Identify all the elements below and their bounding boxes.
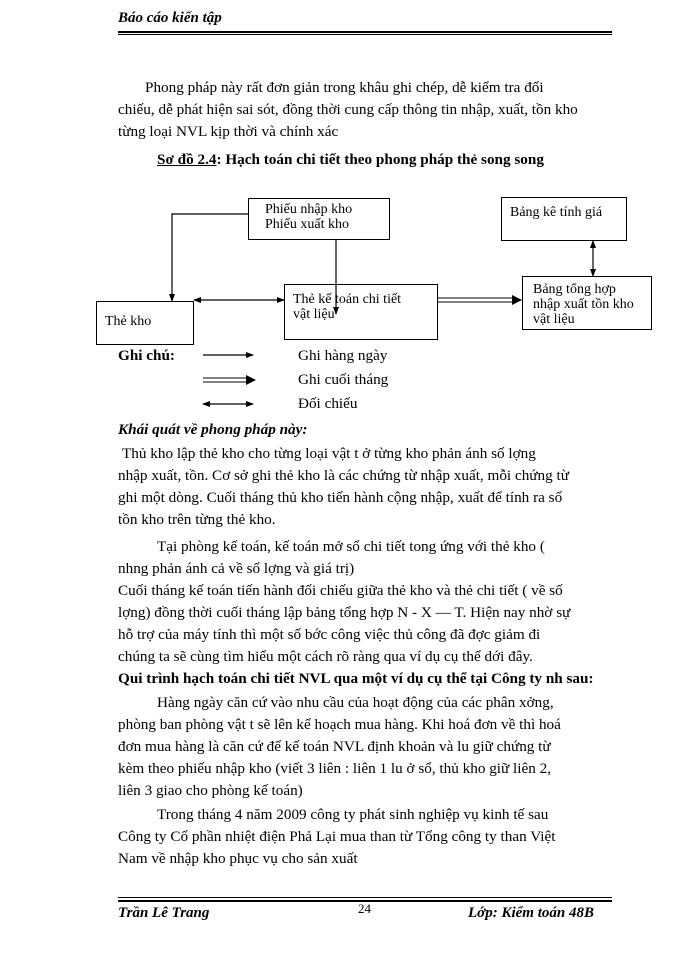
text-line: Cuối tháng kế toán tiến hành đối chiếu giữa thẻ kho và thẻ chi tiết ( về số <box>118 582 563 599</box>
legend-month-end: Ghi cuối tháng <box>298 371 389 388</box>
text-line: Hàng ngày căn cứ vào nhu cầu của hoạt động của các phân xởng, <box>157 694 554 711</box>
overview-heading: Khái quát về phong pháp này: <box>118 421 308 438</box>
legend-arrow-month-end-head <box>246 375 256 385</box>
box-the-ke-toan-chi-tiet <box>284 284 438 340</box>
text-line: Phong pháp này rất đơn giản trong khâu ghi chép, dễ kiểm tra đối <box>145 79 544 96</box>
box-text: Bảng kê tính giá <box>510 205 603 220</box>
text-line: kèm theo phiếu nhập kho (viết 3 liên : liên 1 lu ở sổ, thủ kho giữ liên 2, <box>118 760 552 777</box>
text-line: Công ty Cổ phần nhiệt điện Phả Lại mua than từ Tổng công ty than Việt <box>118 828 556 845</box>
box-text: nhập xuất tồn kho <box>533 297 634 312</box>
text-line: nhập xuất, tồn. Cơ sở ghi thẻ kho là các chứng từ nhập xuất, mỗi chứng từ <box>118 467 569 484</box>
box-the-kho <box>96 301 194 345</box>
footer-class: Lớp: Kiểm toán 48B <box>468 905 594 921</box>
page-header-title: Báo cáo kiến tập <box>118 10 222 26</box>
box-bang-tong-hop <box>522 276 652 330</box>
diagram-title-text: : Hạch toán chi tiết theo phong pháp thẻ song song <box>216 151 544 168</box>
footer-author: Trần Lê Trang <box>118 905 210 921</box>
footer-rule-thin <box>118 897 612 898</box>
arrow-month-end-head <box>512 295 522 305</box>
diagram-title-label: Sơ đồ 2.4 <box>157 151 217 168</box>
box-text: vật liệu <box>293 307 335 322</box>
text-line: Trong tháng 4 năm 2009 công ty phát sinh nghiệp vụ kinh tế sau <box>157 806 549 823</box>
text-line: nhng phản ánh cả về số lợng và giá trị) <box>118 560 355 577</box>
legend-daily: Ghi hàng ngày <box>298 347 388 364</box>
text-line: tồn kho trên từng thẻ kho. <box>118 511 276 528</box>
box-text: vật liệu <box>533 312 575 327</box>
text-line: liên 3 giao cho phòng kế toán) <box>118 782 303 799</box>
footer-page-number: 24 <box>358 901 371 916</box>
text-line: Thủ kho lập thẻ kho cho từng loại vật t ở từng kho phản ánh số lợng <box>122 445 536 462</box>
text-line: hỗ trợ của máy tính thì một số bớc công việc thủ công đã đợc giảm đi <box>118 626 541 643</box>
text-line: phòng ban phòng vật t sẽ lên kế hoạch mua hàng. Khi hoá đơn về thì hoá <box>118 716 561 733</box>
box-text: Bảng tổng hợp <box>533 282 616 297</box>
box-text: Thẻ kho <box>105 314 152 329</box>
text-line: Nam về nhập kho phục vụ cho sản xuất <box>118 850 358 867</box>
legend-reconcile: Đối chiếu <box>298 395 358 412</box>
text-line: chúng ta sẽ cùng tìm hiểu một cách rõ ràng qua ví dụ cụ thể dới đây. <box>118 648 533 665</box>
process-heading: Qui trình hạch toán chi tiết NVL qua một ví dụ cụ thể tại Công ty nh sau: <box>118 670 594 687</box>
box-bang-ke-tinh-gia <box>501 197 627 241</box>
box-phieu-nhap-xuat <box>248 198 390 240</box>
box-text: Phiếu xuất kho <box>265 217 349 232</box>
arrow-phieu-to-the-kho <box>172 214 248 301</box>
text-line: chiếu, dễ phát hiện sai sót, đồng thời cung cấp thông tin nhập, xuất, tồn kho <box>118 101 578 118</box>
text-line: đơn mua hàng là căn cứ để kế toán NVL định khoản và lu giữ chứng từ <box>118 738 551 755</box>
text-line: từng loại NVL kịp thời và chính xác <box>118 123 339 140</box>
box-text: Thẻ kế toán chi tiết <box>293 292 402 307</box>
text-line: ghi một dòng. Cuối tháng thủ kho tiến hành cộng nhập, xuất để tính ra số <box>118 489 563 506</box>
box-text: Phiếu nhập kho <box>265 202 353 217</box>
text-line: Tại phòng kế toán, kế toán mở sổ chi tiết tong ứng với thẻ kho ( <box>157 538 545 555</box>
text-line: lợng) đồng thời cuối tháng lập bảng tổng hợp N - X — T. Hiện nay nhờ sự <box>118 604 571 621</box>
legend-label: Ghi chú: <box>118 347 175 364</box>
